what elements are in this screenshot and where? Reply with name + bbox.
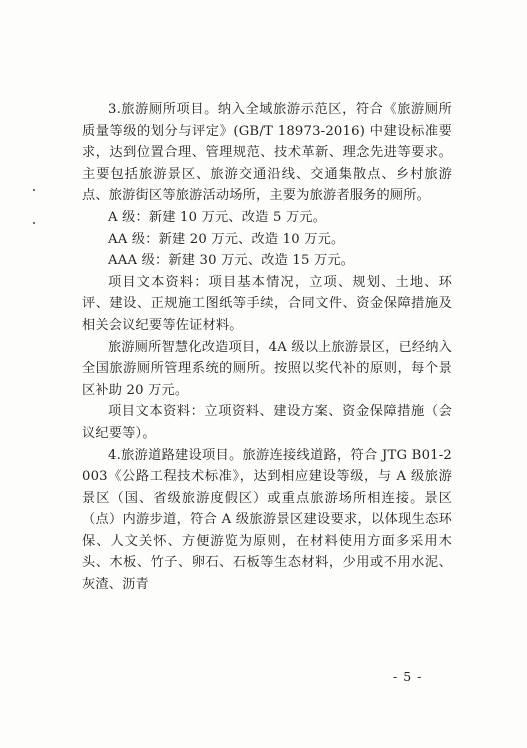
- paragraph-toilet-project: 3.旅游厕所项目。纳入全域旅游示范区，符合《旅游厕所质量等级的划分与评定》(GB/T 18973-2016) 中建设标准要求，达到位置合理、管理规范、技术革新、理念先进等要求。主要包括旅游景区、旅游交通沿线、交通集散点、乡村旅游点、旅游街区等旅游活动场所，主要为旅游者服务的厕所。: [82, 102, 452, 204]
- paragraph-project-materials: 项目文本资料：项目基本情况，立项、规划、土地、环评、建设、正规施工图纸等手续，合同文件、资金保障措施及相关会议纪要等佐证材料。: [82, 274, 452, 333]
- page-number: - 5 -: [393, 669, 423, 684]
- paragraph-road-project: 4.旅游道路建设项目。旅游连接线道路，符合 JTG B01-2003《公路工程技术标准》，达到相应建设等级，与 A 级旅游景区（国、省级旅游度假区）或重点旅游场所相连接。景区（点）内游步道，符合 A 级旅游景区建设要求，以体现生态环保、人文关怀、方便游览为原则，在材料使用方面多采用木头、木板、竹子、卵石、石板等生态材料，少用或不用水泥、灰渣、沥青: [82, 447, 452, 593]
- paragraph-grade-a: A 级：新建 10 万元、改造 5 万元。: [108, 209, 327, 225]
- paragraph-smart-toilet-materials: 项目文本资料：立项资料、建设方案、资金保障措施（会议纪要等）。: [82, 404, 452, 441]
- paragraph-smart-toilet: 旅游厕所智慧化改造项目，4A 级以上旅游景区，已经纳入全国旅游厕所管理系统的厕所。按照以奖代补的原则，每个景区补助 20 万元。: [82, 339, 453, 398]
- document-body: [82, 99, 452, 596]
- paragraph-grade-aa: AA 级：新建 20 万元、改造 10 万元。: [108, 231, 345, 247]
- scan-mark-dot: [33, 189, 35, 191]
- paragraph-grade-aaa: AAA 级：新建 30 万元、改造 15 万元。: [108, 253, 355, 269]
- scan-mark-dot: [33, 222, 35, 224]
